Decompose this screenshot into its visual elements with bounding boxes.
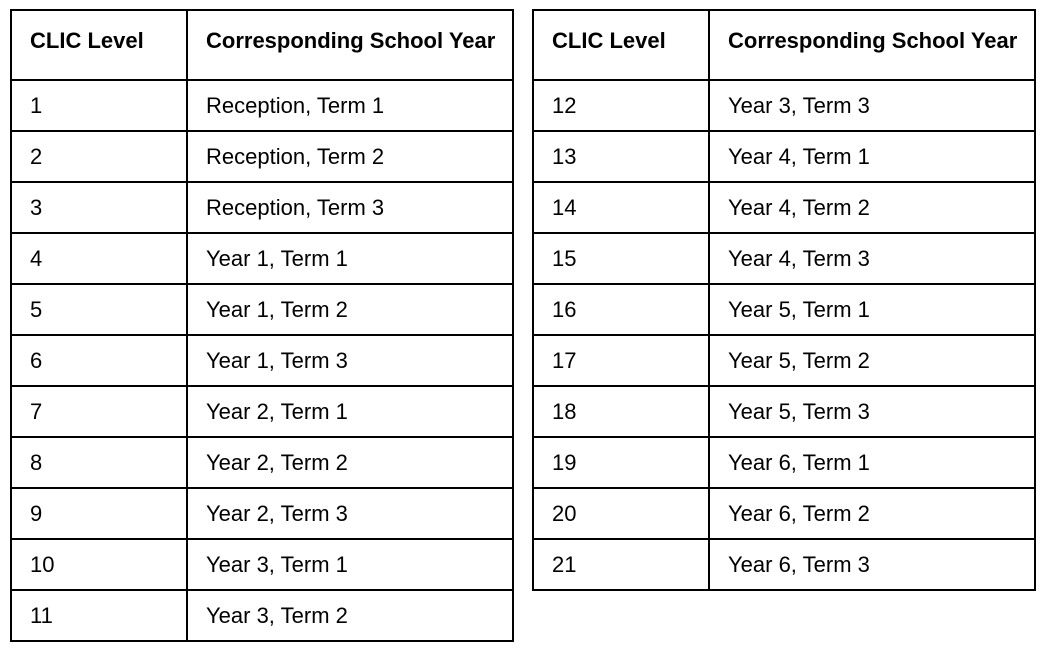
- school-year-cell: Reception, Term 1: [187, 80, 513, 131]
- school-year-cell: Year 6, Term 1: [709, 437, 1035, 488]
- table-row: [11, 284, 513, 335]
- table-row: [533, 437, 1035, 488]
- school-year-cell: Year 6, Term 2: [709, 488, 1035, 539]
- clic-level-cell: 17: [533, 335, 709, 386]
- clic-level-cell: 13: [533, 131, 709, 182]
- header-row: [533, 10, 1035, 80]
- table-row: [11, 131, 513, 182]
- table-row: [11, 488, 513, 539]
- clic-level-cell: 19: [533, 437, 709, 488]
- clic-level-cell: 18: [533, 386, 709, 437]
- table-row: [533, 539, 1035, 590]
- school-year-cell: Year 1, Term 3: [187, 335, 513, 386]
- clic-level-cell: 20: [533, 488, 709, 539]
- clic-level-cell: 4: [11, 233, 187, 284]
- table-row: [11, 590, 513, 641]
- table-row: [11, 539, 513, 590]
- clic-level-cell: 8: [11, 437, 187, 488]
- table-body-left: [11, 80, 513, 641]
- school-year-cell: Year 4, Term 3: [709, 233, 1035, 284]
- school-year-cell: Year 4, Term 2: [709, 182, 1035, 233]
- school-year-cell: Year 2, Term 2: [187, 437, 513, 488]
- table-row: [533, 131, 1035, 182]
- school-year-cell: Reception, Term 2: [187, 131, 513, 182]
- clic-level-cell: 6: [11, 335, 187, 386]
- school-year-cell: Year 2, Term 3: [187, 488, 513, 539]
- school-year-cell: Year 5, Term 2: [709, 335, 1035, 386]
- school-year-cell: Year 3, Term 3: [709, 80, 1035, 131]
- clic-level-cell: 1: [11, 80, 187, 131]
- school-year-cell: Year 2, Term 1: [187, 386, 513, 437]
- clic-level-cell: 3: [11, 182, 187, 233]
- clic-level-cell: 9: [11, 488, 187, 539]
- table-row: [533, 488, 1035, 539]
- clic-level-cell: 14: [533, 182, 709, 233]
- table-row: [533, 233, 1035, 284]
- table-row: [11, 386, 513, 437]
- school-year-cell: Year 6, Term 3: [709, 539, 1035, 590]
- table-row: [533, 182, 1035, 233]
- school-year-cell: Year 3, Term 2: [187, 590, 513, 641]
- header-clic-level: CLIC Level: [533, 10, 709, 80]
- clic-level-cell: 11: [11, 590, 187, 641]
- clic-table-left: [10, 9, 514, 642]
- clic-level-cell: 15: [533, 233, 709, 284]
- table-row: [533, 335, 1035, 386]
- table-row: [11, 80, 513, 131]
- header-school-year: Corresponding School Year: [187, 10, 513, 80]
- header-school-year: Corresponding School Year: [709, 10, 1035, 80]
- table-row: [11, 335, 513, 386]
- header-clic-level: CLIC Level: [11, 10, 187, 80]
- clic-level-cell: 2: [11, 131, 187, 182]
- table-row: [11, 437, 513, 488]
- clic-level-cell: 10: [11, 539, 187, 590]
- school-year-cell: Year 1, Term 1: [187, 233, 513, 284]
- school-year-cell: Reception, Term 3: [187, 182, 513, 233]
- clic-level-cell: 12: [533, 80, 709, 131]
- school-year-cell: Year 5, Term 1: [709, 284, 1035, 335]
- school-year-cell: Year 4, Term 1: [709, 131, 1035, 182]
- school-year-cell: Year 1, Term 2: [187, 284, 513, 335]
- clic-level-cell: 5: [11, 284, 187, 335]
- clic-table-right: [532, 9, 1036, 591]
- clic-level-cell: 16: [533, 284, 709, 335]
- table-row: [533, 386, 1035, 437]
- clic-level-cell: 7: [11, 386, 187, 437]
- table-row: [11, 182, 513, 233]
- table-row: [11, 233, 513, 284]
- school-year-cell: Year 3, Term 1: [187, 539, 513, 590]
- table-body-right: [533, 80, 1035, 590]
- table-row: [533, 284, 1035, 335]
- school-year-cell: Year 5, Term 3: [709, 386, 1035, 437]
- header-row: [11, 10, 513, 80]
- table-row: [533, 80, 1035, 131]
- clic-level-cell: 21: [533, 539, 709, 590]
